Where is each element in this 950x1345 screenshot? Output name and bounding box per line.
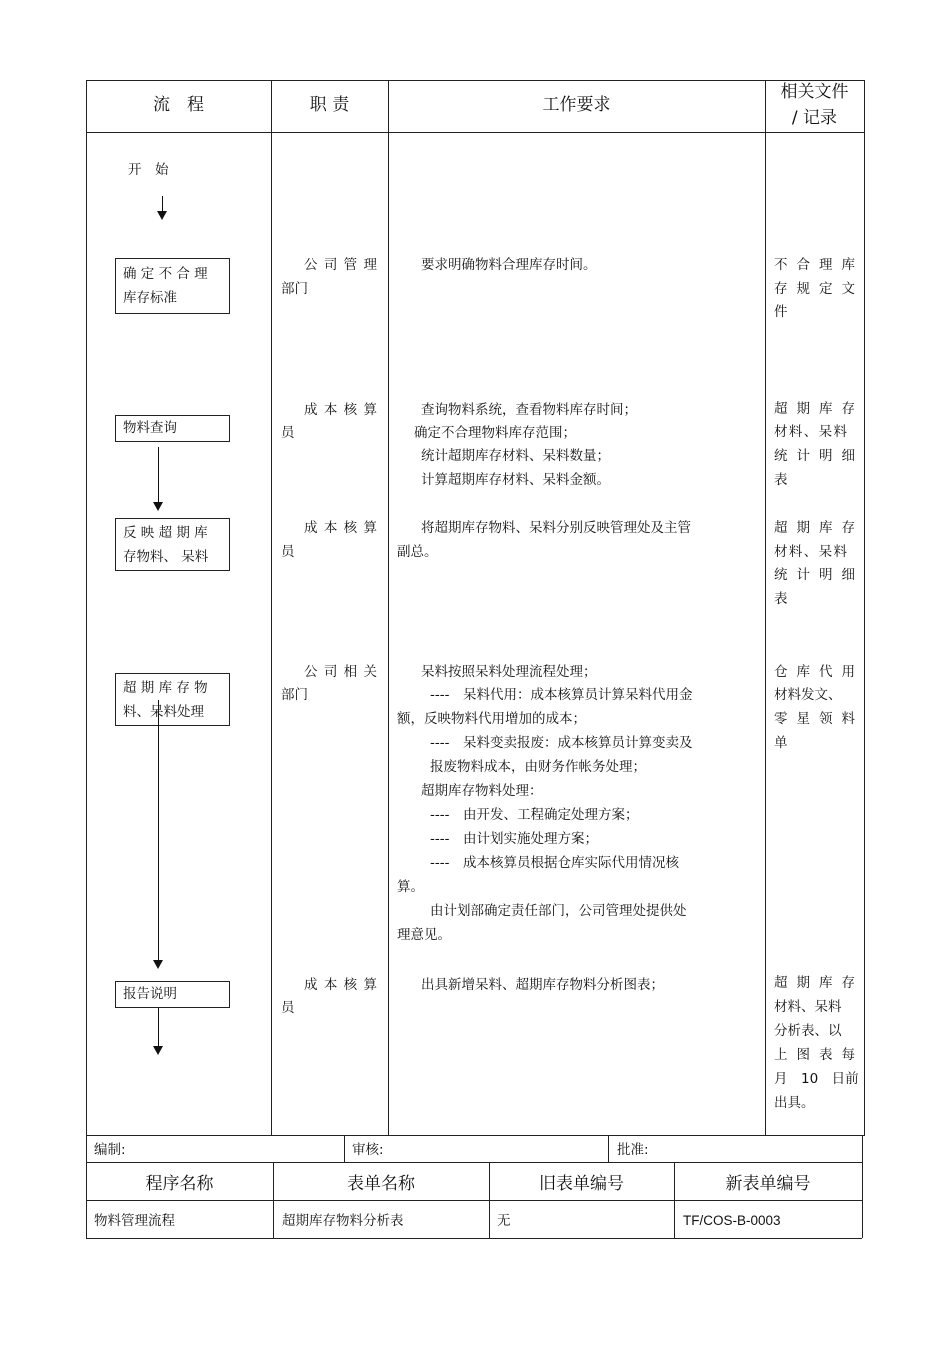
req-row4-l9: ---- 成本核算员根据仓库实际代用情况核 <box>430 855 679 871</box>
duty-row2-l1: 成 本 核 算 <box>304 402 377 418</box>
flow-step-query <box>115 415 230 442</box>
header-requirements: 工作要求 <box>542 95 611 115</box>
footer-approved: 批准: <box>617 1142 649 1158</box>
req-row2-l1: 查询物料系统，查看物料库存时间； <box>421 402 637 418</box>
req-row3-l2: 副总。 <box>397 544 438 560</box>
flow-step-handling-l2: 料、呆料处理 <box>123 704 204 720</box>
flow-step-report-overdue-l2: 存物料、 呆料 <box>123 549 209 565</box>
header-docs-line2: / 记录 <box>791 108 838 128</box>
docs-row2-l4: 表 <box>774 472 788 488</box>
docs-row3-l1: 超 期 库 存 <box>774 520 855 536</box>
duty-row1-l1: 公 司 管 理 <box>304 257 377 273</box>
req-row4-l6: 超期库存物料处理： <box>421 783 543 799</box>
req-row3-l1: 将超期库存物料、呆料分别反映管理处及主管 <box>421 520 691 536</box>
header-process: 流 程 <box>153 95 204 115</box>
docs-row5-l5: 月 10 日前 <box>774 1071 859 1087</box>
duty-row1-l2: 部门 <box>281 281 308 297</box>
req-row4-l5: 报废物料成本，由财务作帐务处理； <box>430 759 646 775</box>
duty-row2-l2: 员 <box>281 425 295 441</box>
docs-row5-l1: 超 期 库 存 <box>774 975 855 991</box>
duty-row4-l1: 公 司 相 关 <box>304 664 377 680</box>
duty-row3-l1: 成 本 核 算 <box>304 520 377 536</box>
footer-header-program: 程序名称 <box>145 1174 214 1194</box>
duty-row3-l2: 员 <box>281 544 295 560</box>
docs-row3-l2: 材料、呆料 <box>774 544 847 560</box>
docs-row2-l3: 统 计 明 细 <box>774 448 855 464</box>
flow-step-query-l1: 物料查询 <box>123 420 177 436</box>
req-row4-l12: 理意见。 <box>397 927 451 943</box>
arrow-report-head <box>153 1046 163 1055</box>
footer-new-code: TF/COS-B-0003 <box>683 1213 781 1228</box>
footer-prepared: 编制: <box>94 1142 126 1158</box>
flow-step-standard <box>115 258 230 314</box>
docs-row1-l1: 不 合 理 库 <box>774 257 855 273</box>
docs-row5-l3: 分析表、以 <box>774 1023 842 1039</box>
req-row1-l1: 要求明确物料合理库存时间。 <box>421 257 597 273</box>
req-row4-l7: ---- 由开发、工程确定处理方案； <box>430 807 639 823</box>
flow-step-standard-l2: 库存标准 <box>123 290 177 306</box>
flow-step-report-overdue-l1: 反 映 超 期 库 <box>123 525 208 541</box>
req-row4-l10: 算。 <box>397 879 424 895</box>
footer-header-form: 表单名称 <box>347 1174 415 1194</box>
req-row2-l2: 确定不合理物料库存范围； <box>414 425 576 441</box>
docs-row5-l4: 上 图 表 每 <box>774 1047 855 1063</box>
docs-row3-l3: 统 计 明 细 <box>774 567 855 583</box>
arrow-query <box>158 447 159 502</box>
flow-step-report <box>115 981 230 1008</box>
arrow-handling-head <box>153 960 163 969</box>
req-row4-l8: ---- 由计划实施处理方案； <box>430 831 598 847</box>
arrow-query-head <box>153 502 163 511</box>
docs-row4-l2: 材料发文、 <box>774 687 842 703</box>
req-row4-l11: 由计划部确定责任部门，公司管理处提供处 <box>430 903 687 919</box>
duty-row5-l2: 员 <box>281 1000 295 1016</box>
docs-row2-l2: 材料、呆料 <box>774 424 847 440</box>
footer-reviewed: 审核: <box>352 1142 384 1158</box>
arrow-start <box>162 196 163 211</box>
footer-old-code: 无 <box>497 1213 511 1229</box>
duty-row4-l2: 部门 <box>281 687 308 703</box>
footer-program-name: 物料管理流程 <box>94 1213 175 1229</box>
req-row2-l3: 统计超期库存材料、呆料数量； <box>421 448 610 464</box>
docs-row1-l3: 件 <box>774 304 788 320</box>
req-row4-l2: ---- 呆料代用：成本核算员计算呆料代用金 <box>430 687 693 703</box>
req-row4-l1: 呆料按照呆料处理流程处理； <box>421 664 597 680</box>
flow-step-standard-l1: 确 定 不 合 理 <box>123 266 208 282</box>
header-duty: 职 责 <box>309 95 350 115</box>
flow-step-handling <box>115 673 230 726</box>
req-row4-l3: 额，反映物料代用增加的成本； <box>397 711 586 727</box>
flow-start: 开 始 <box>128 162 169 178</box>
footer-header-new-code: 新表单编号 <box>725 1174 811 1194</box>
req-row2-l4: 计算超期库存材料、呆料金额。 <box>421 472 610 488</box>
req-row4-l4: ---- 呆料变卖报废：成本核算员计算变卖及 <box>430 735 693 751</box>
arrow-handling <box>158 700 159 960</box>
header-docs-line1: 相关文件 <box>780 82 849 102</box>
arrow-start-head <box>157 211 167 220</box>
arrow-report <box>158 1008 159 1046</box>
flow-step-report-l1: 报告说明 <box>123 986 177 1002</box>
duty-row5-l1: 成 本 核 算 <box>304 977 377 993</box>
docs-row2-l1: 超 期 库 存 <box>774 401 855 417</box>
docs-row4-l4: 单 <box>774 735 788 751</box>
docs-row5-l6: 出具。 <box>774 1095 815 1111</box>
footer-form-name: 超期库存物料分析表 <box>282 1213 404 1229</box>
flow-step-handling-l1: 超 期 库 存 物 <box>123 680 208 696</box>
docs-row4-l3: 零 星 领 料 <box>774 711 855 727</box>
req-row5-l1: 出具新增呆料、超期库存物料分析图表； <box>421 977 664 993</box>
docs-row4-l1: 仓 库 代 用 <box>774 664 855 680</box>
footer-header-old-code: 旧表单编号 <box>539 1174 624 1194</box>
flow-step-report-overdue <box>115 518 230 571</box>
docs-row3-l4: 表 <box>774 591 788 607</box>
docs-row1-l2: 存 规 定 文 <box>774 281 855 297</box>
docs-row5-l2: 材料、呆料 <box>774 999 842 1015</box>
